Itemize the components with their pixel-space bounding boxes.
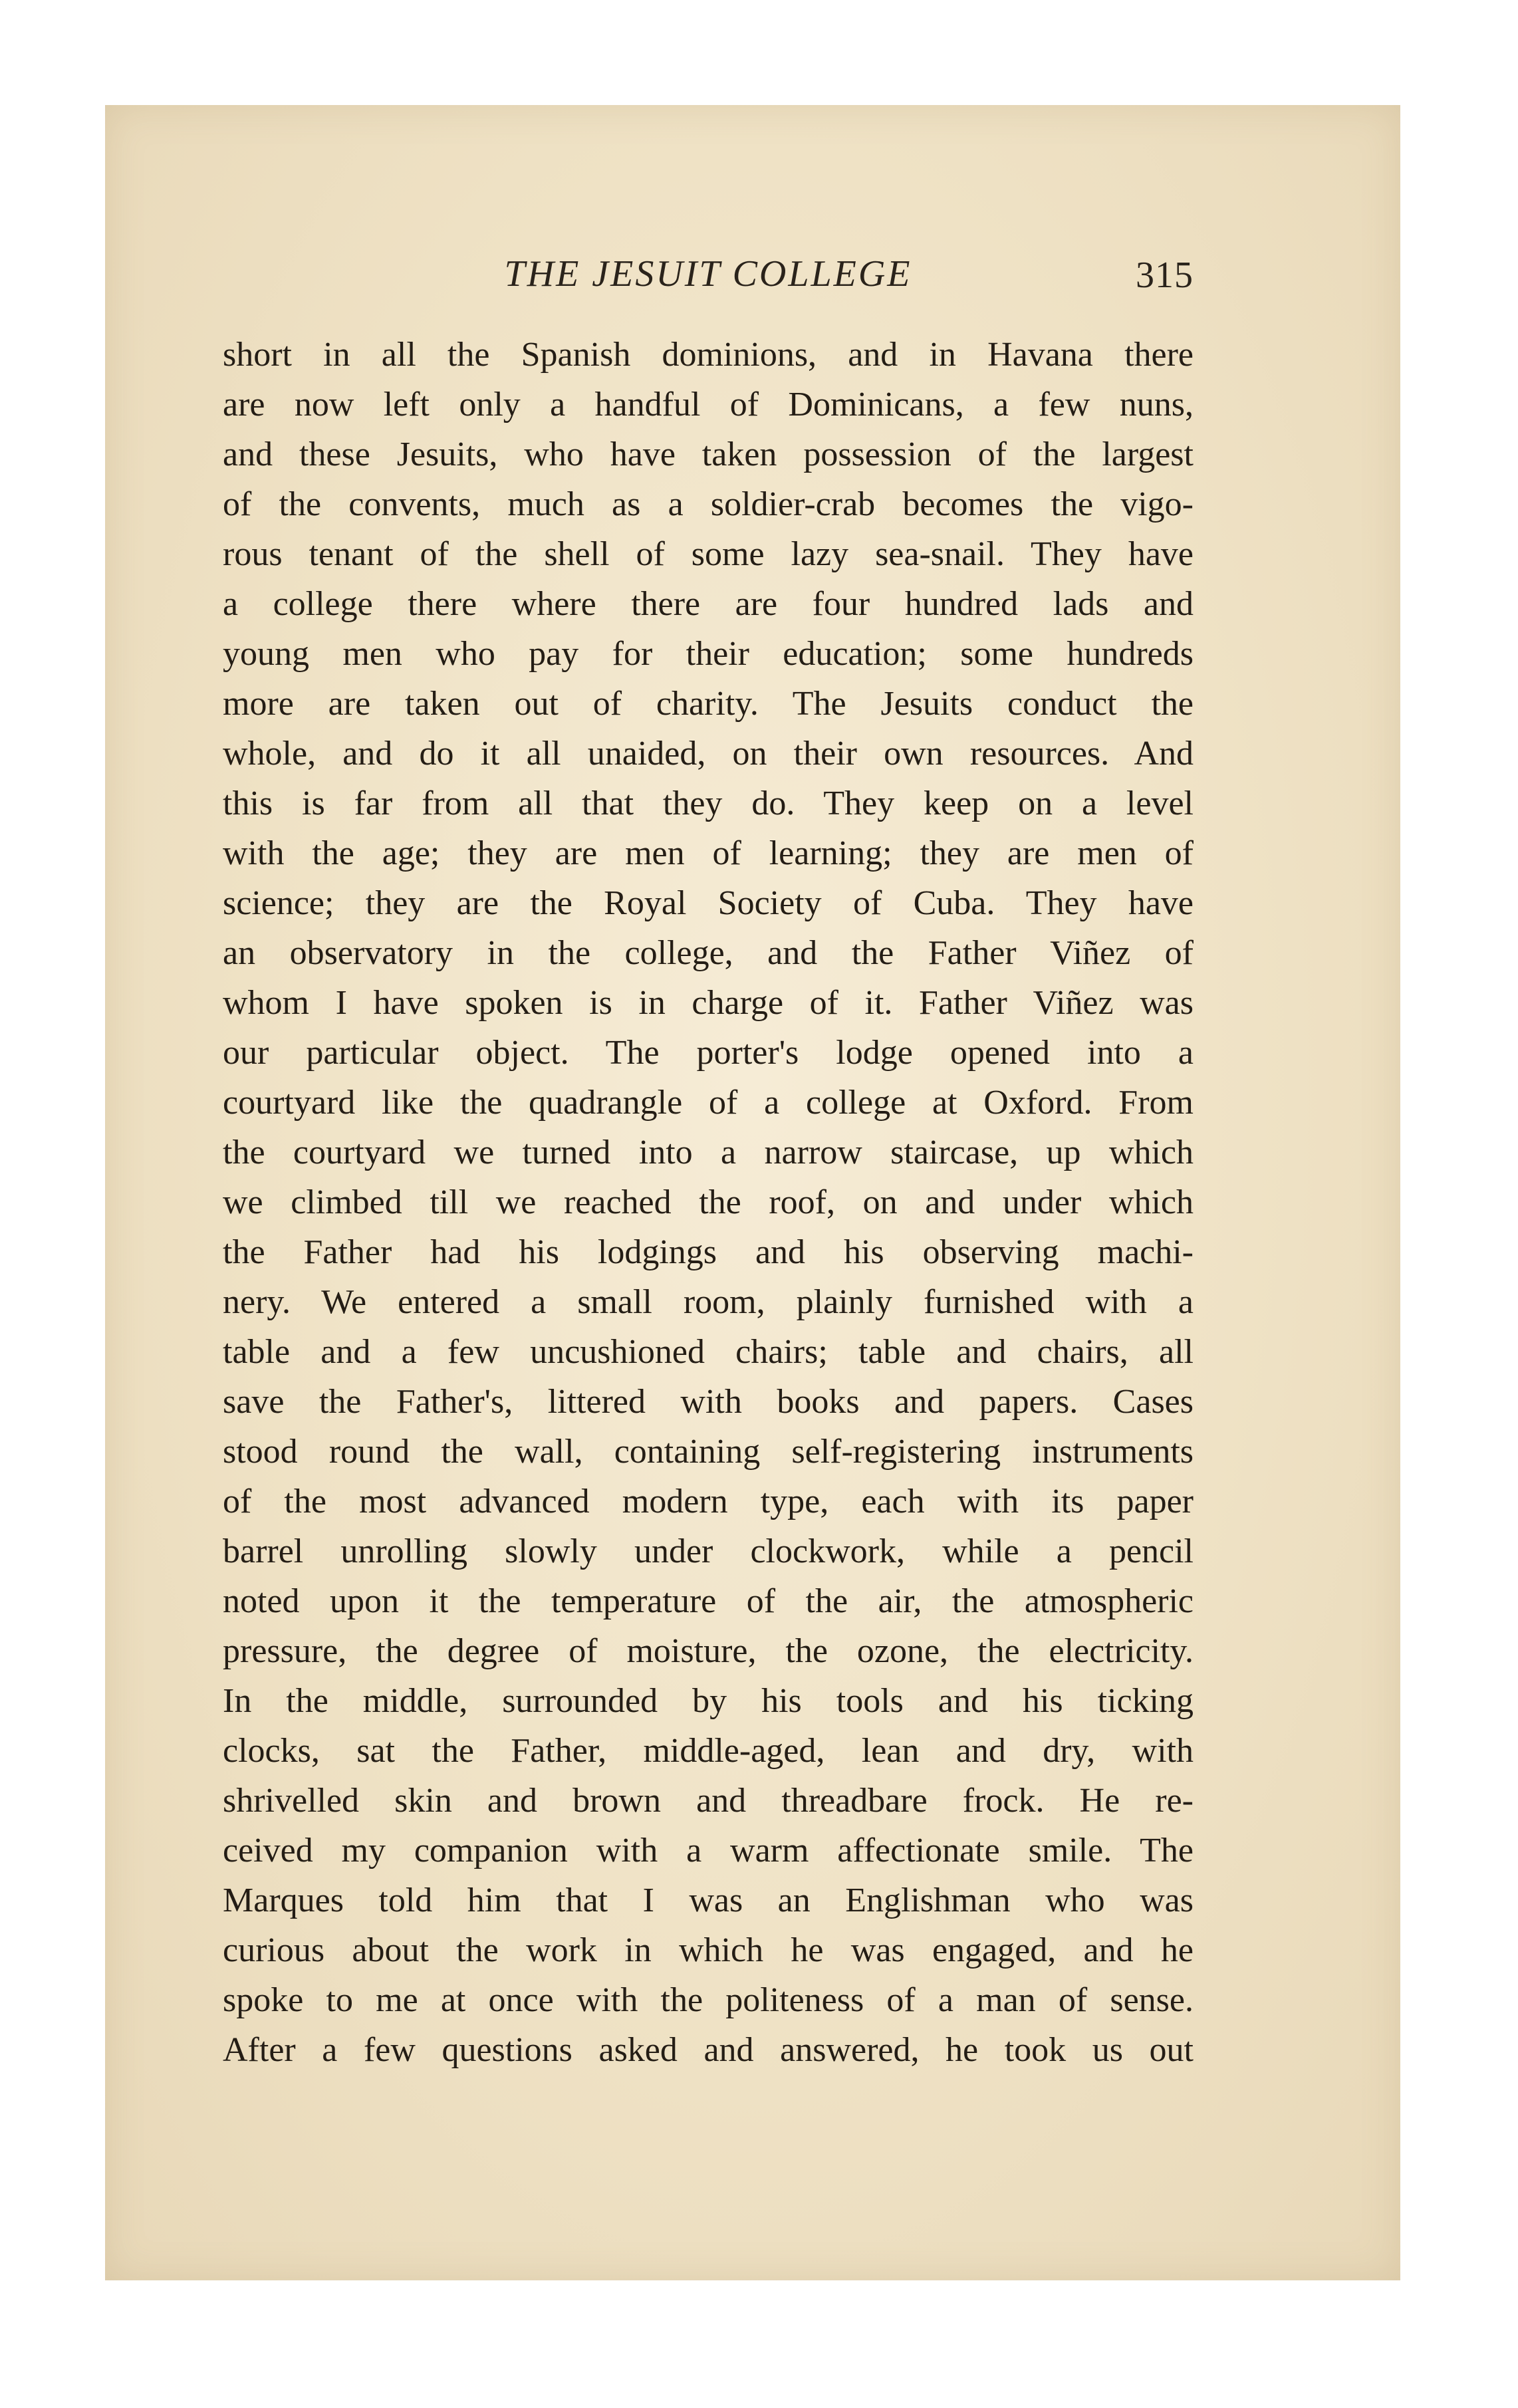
text-line: we climbed till we reached the roof, on and under which	[223, 1183, 1194, 1221]
text-line: science; they are the Royal Society of Cuba. They have	[223, 884, 1194, 922]
text-line: with the age; they are men of learning; they are men of	[223, 834, 1194, 872]
text-line: shrivelled skin and brown and threadbare frock. He re-	[223, 1782, 1194, 1820]
text-line: table and a few uncushioned chairs; table and chairs, all	[223, 1333, 1194, 1371]
text-line: more are taken out of charity. The Jesuits conduct the	[223, 685, 1194, 723]
text-line: courtyard like the quadrangle of a college at Oxford. From	[223, 1084, 1194, 1122]
text-line: and these Jesuits, who have taken possession of the largest	[223, 435, 1194, 473]
text-line: the courtyard we turned into a narrow staircase, up which	[223, 1134, 1194, 1171]
text-line: stood round the wall, containing self-registering instruments	[223, 1433, 1194, 1471]
text-line: save the Father's, littered with books and papers. Cases	[223, 1383, 1194, 1421]
text-line: Marques told him that I was an Englishman who was	[223, 1881, 1194, 1919]
text-line: nery. We entered a small room, plainly furnished with a	[223, 1283, 1194, 1321]
text-line: young men who pay for their education; some hundreds	[223, 635, 1194, 673]
text-line: whole, and do it all unaided, on their own resources. And	[223, 735, 1194, 773]
text-line: are now left only a handful of Dominicans, a few nuns,	[223, 386, 1194, 423]
text-line: After a few questions asked and answered, he took us out	[223, 2031, 1194, 2069]
text-line: the Father had his lodgings and his observing machi-	[223, 1233, 1194, 1271]
text-line: a college there where there are four hundred lads and	[223, 585, 1194, 623]
page-number: 315	[1136, 255, 1194, 296]
text-line: clocks, sat the Father, middle-aged, lean and dry, with	[223, 1732, 1194, 1770]
text-line: our particular object. The porter's lodge opened into a	[223, 1034, 1194, 1072]
text-line: ceived my companion with a warm affectionate smile. The	[223, 1832, 1194, 1869]
text-line: this is far from all that they do. They keep on a level	[223, 784, 1194, 822]
text-line: barrel unrolling slowly under clockwork, while a pencil	[223, 1532, 1194, 1570]
text-line: an observatory in the college, and the Father Viñez of	[223, 934, 1194, 972]
text-line: whom I have spoken is in charge of it. Father Viñez was	[223, 984, 1194, 1022]
running-head	[223, 247, 1194, 307]
text-line: noted upon it the temperature of the air, the atmospheric	[223, 1582, 1194, 1620]
text-line: of the most advanced modern type, each with its paper	[223, 1483, 1194, 1520]
text-line: of the convents, much as a soldier-crab becomes the vigo-	[223, 485, 1194, 523]
text-line: short in all the Spanish dominions, and in Havana there	[223, 336, 1194, 374]
running-title: THE JESUIT COLLEGE	[504, 253, 912, 295]
text-line: rous tenant of the shell of some lazy sea-snail. They have	[223, 535, 1194, 573]
text-line: curious about the work in which he was engaged, and he	[223, 1931, 1194, 1969]
text-line: pressure, the degree of moisture, the ozone, the electricity.	[223, 1632, 1194, 1670]
text-line: spoke to me at once with the politeness of a man of sense.	[223, 1981, 1194, 2019]
text-line: In the middle, surrounded by his tools and his ticking	[223, 1682, 1194, 1720]
body-text	[223, 330, 1194, 2075]
